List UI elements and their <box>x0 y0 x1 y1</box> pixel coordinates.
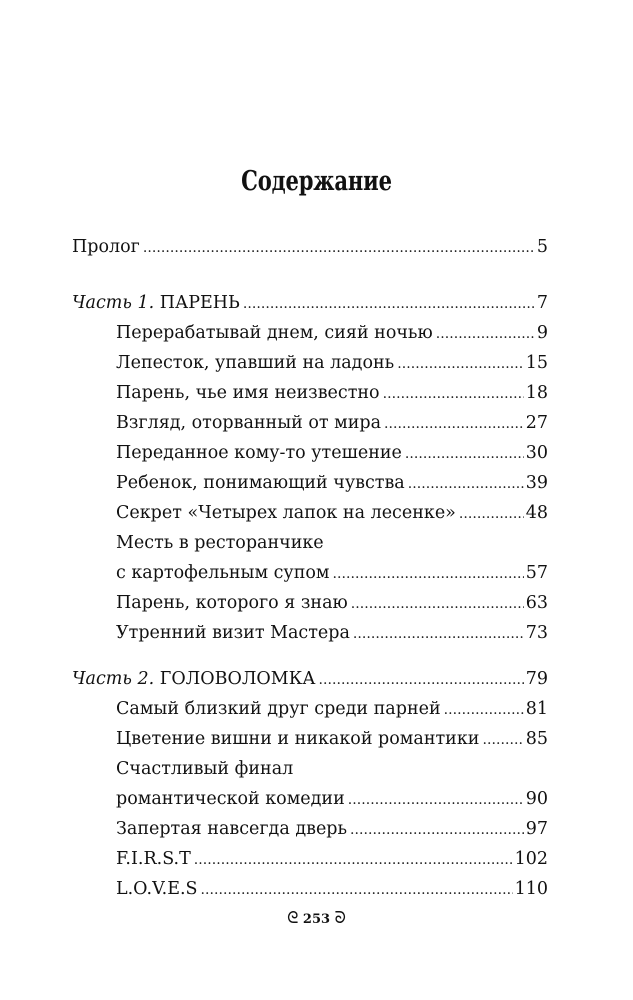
toc-part-2[interactable] <box>72 664 548 694</box>
dot-leader <box>143 233 535 263</box>
toc-entry-page: 18 <box>525 383 548 403</box>
dot-leader <box>408 469 524 499</box>
dot-leader <box>319 665 524 695</box>
toc-entry-page: 63 <box>525 593 548 613</box>
toc-entry-label: F.I.R.S.T <box>116 849 191 869</box>
dot-leader <box>201 875 513 905</box>
page-folio <box>0 908 633 928</box>
toc-entry-prologue[interactable] <box>72 232 548 262</box>
part-number: Часть 1. <box>72 293 155 313</box>
toc-entry[interactable] <box>116 348 548 378</box>
toc-entry-label: романтической комедии <box>116 789 345 809</box>
dot-leader <box>350 815 524 845</box>
toc-entry[interactable] <box>116 814 548 844</box>
dot-leader <box>384 409 524 439</box>
dot-leader <box>405 439 524 469</box>
toc-entry-page: 90 <box>525 789 548 809</box>
toc-entry[interactable] <box>116 408 548 438</box>
toc-entry-page: 97 <box>525 819 548 839</box>
toc-entry-label: Цветение вишни и никакой романтики <box>116 729 480 749</box>
toc-entry-page: 15 <box>525 353 548 373</box>
toc-entry[interactable] <box>116 558 548 588</box>
toc-entry-label: Ребенок, понимающий чувства <box>116 473 405 493</box>
toc-entry-label: Утренний визит Мастера <box>116 623 350 643</box>
dot-leader <box>397 349 524 379</box>
toc-entry-label: Запертая навсегда дверь <box>116 819 348 839</box>
toc-entry[interactable] <box>116 724 548 754</box>
page-number: 253 <box>302 912 331 927</box>
toc-entry-label: Взгляд, оторванный от мира <box>116 413 382 433</box>
toc-entry-page: 110 <box>514 879 548 899</box>
toc-entry[interactable] <box>116 784 548 814</box>
toc-entry-label: L.O.V.E.S <box>116 879 198 899</box>
dot-leader <box>353 619 524 649</box>
toc-entry-page: 81 <box>525 699 548 719</box>
dot-leader <box>194 845 513 875</box>
part-name: ПАРЕНЬ <box>159 293 240 313</box>
toc-entry-label: Самый близкий друг среди парней <box>116 699 441 719</box>
dot-leader <box>348 785 524 815</box>
toc-entry-page: 79 <box>525 669 548 689</box>
dot-leader <box>444 695 524 725</box>
right-swirl-ornament-icon: ᘐ <box>334 908 346 927</box>
toc-entry-label: Переданное кому-то утешение <box>116 443 402 463</box>
toc-entry-label-line1[interactable]: Месть в ресторанчике <box>116 533 324 553</box>
toc-entry-label: Пролог <box>72 237 140 257</box>
toc-entry[interactable] <box>116 378 548 408</box>
left-swirl-ornament-icon: ᘓ <box>287 908 299 927</box>
toc-entry-page: 5 <box>536 237 548 257</box>
dot-leader <box>243 289 535 319</box>
dot-leader <box>383 379 524 409</box>
toc-entry-label-line1[interactable]: Счастливый финал <box>116 759 294 779</box>
toc-entry[interactable] <box>116 588 548 618</box>
toc-entry-page: 48 <box>525 503 548 523</box>
toc-entry-label: Парень, чье имя неизвестно <box>116 383 380 403</box>
toc-entry-page: 7 <box>536 293 548 313</box>
toc-entry-page: 85 <box>525 729 548 749</box>
toc-entry-page: 102 <box>514 849 548 869</box>
toc-part-1[interactable] <box>72 288 548 318</box>
toc-entry[interactable] <box>116 468 548 498</box>
toc-entry[interactable] <box>116 844 548 874</box>
toc-entry-label: Парень, которого я знаю <box>116 593 348 613</box>
toc-entry-page: 39 <box>525 473 548 493</box>
toc-entry-label: Секрет «Четырех лапок на лесенке» <box>116 503 456 523</box>
toc-entry-page: 27 <box>525 413 548 433</box>
toc-entry[interactable] <box>116 318 548 348</box>
toc-entry-label: Лепесток, упавший на ладонь <box>116 353 395 373</box>
page-title: Содержание <box>241 166 392 197</box>
toc-part-label <box>72 288 240 318</box>
toc-entry[interactable] <box>116 694 548 724</box>
toc-entry-label: Перерабатывай днем, сияй ночью <box>116 323 433 343</box>
toc-entry-label: с картофельным супом <box>116 563 330 583</box>
toc-entry[interactable] <box>116 874 548 904</box>
toc-entry[interactable] <box>116 438 548 468</box>
dot-leader <box>351 589 524 619</box>
toc-entry[interactable] <box>116 618 548 648</box>
toc-entry-page: 9 <box>536 323 548 343</box>
dot-leader <box>482 725 523 755</box>
dot-leader <box>333 559 524 589</box>
part-number: Часть 2. <box>72 669 155 689</box>
toc-entry-page: 73 <box>525 623 548 643</box>
toc-entry-page: 30 <box>525 443 548 463</box>
part-name: ГОЛОВОЛОМКА <box>159 669 316 689</box>
dot-leader <box>436 319 535 349</box>
toc-part-label <box>72 664 316 694</box>
dot-leader <box>459 499 524 529</box>
toc-entry-page: 57 <box>525 563 548 583</box>
toc-entry[interactable] <box>116 498 548 528</box>
